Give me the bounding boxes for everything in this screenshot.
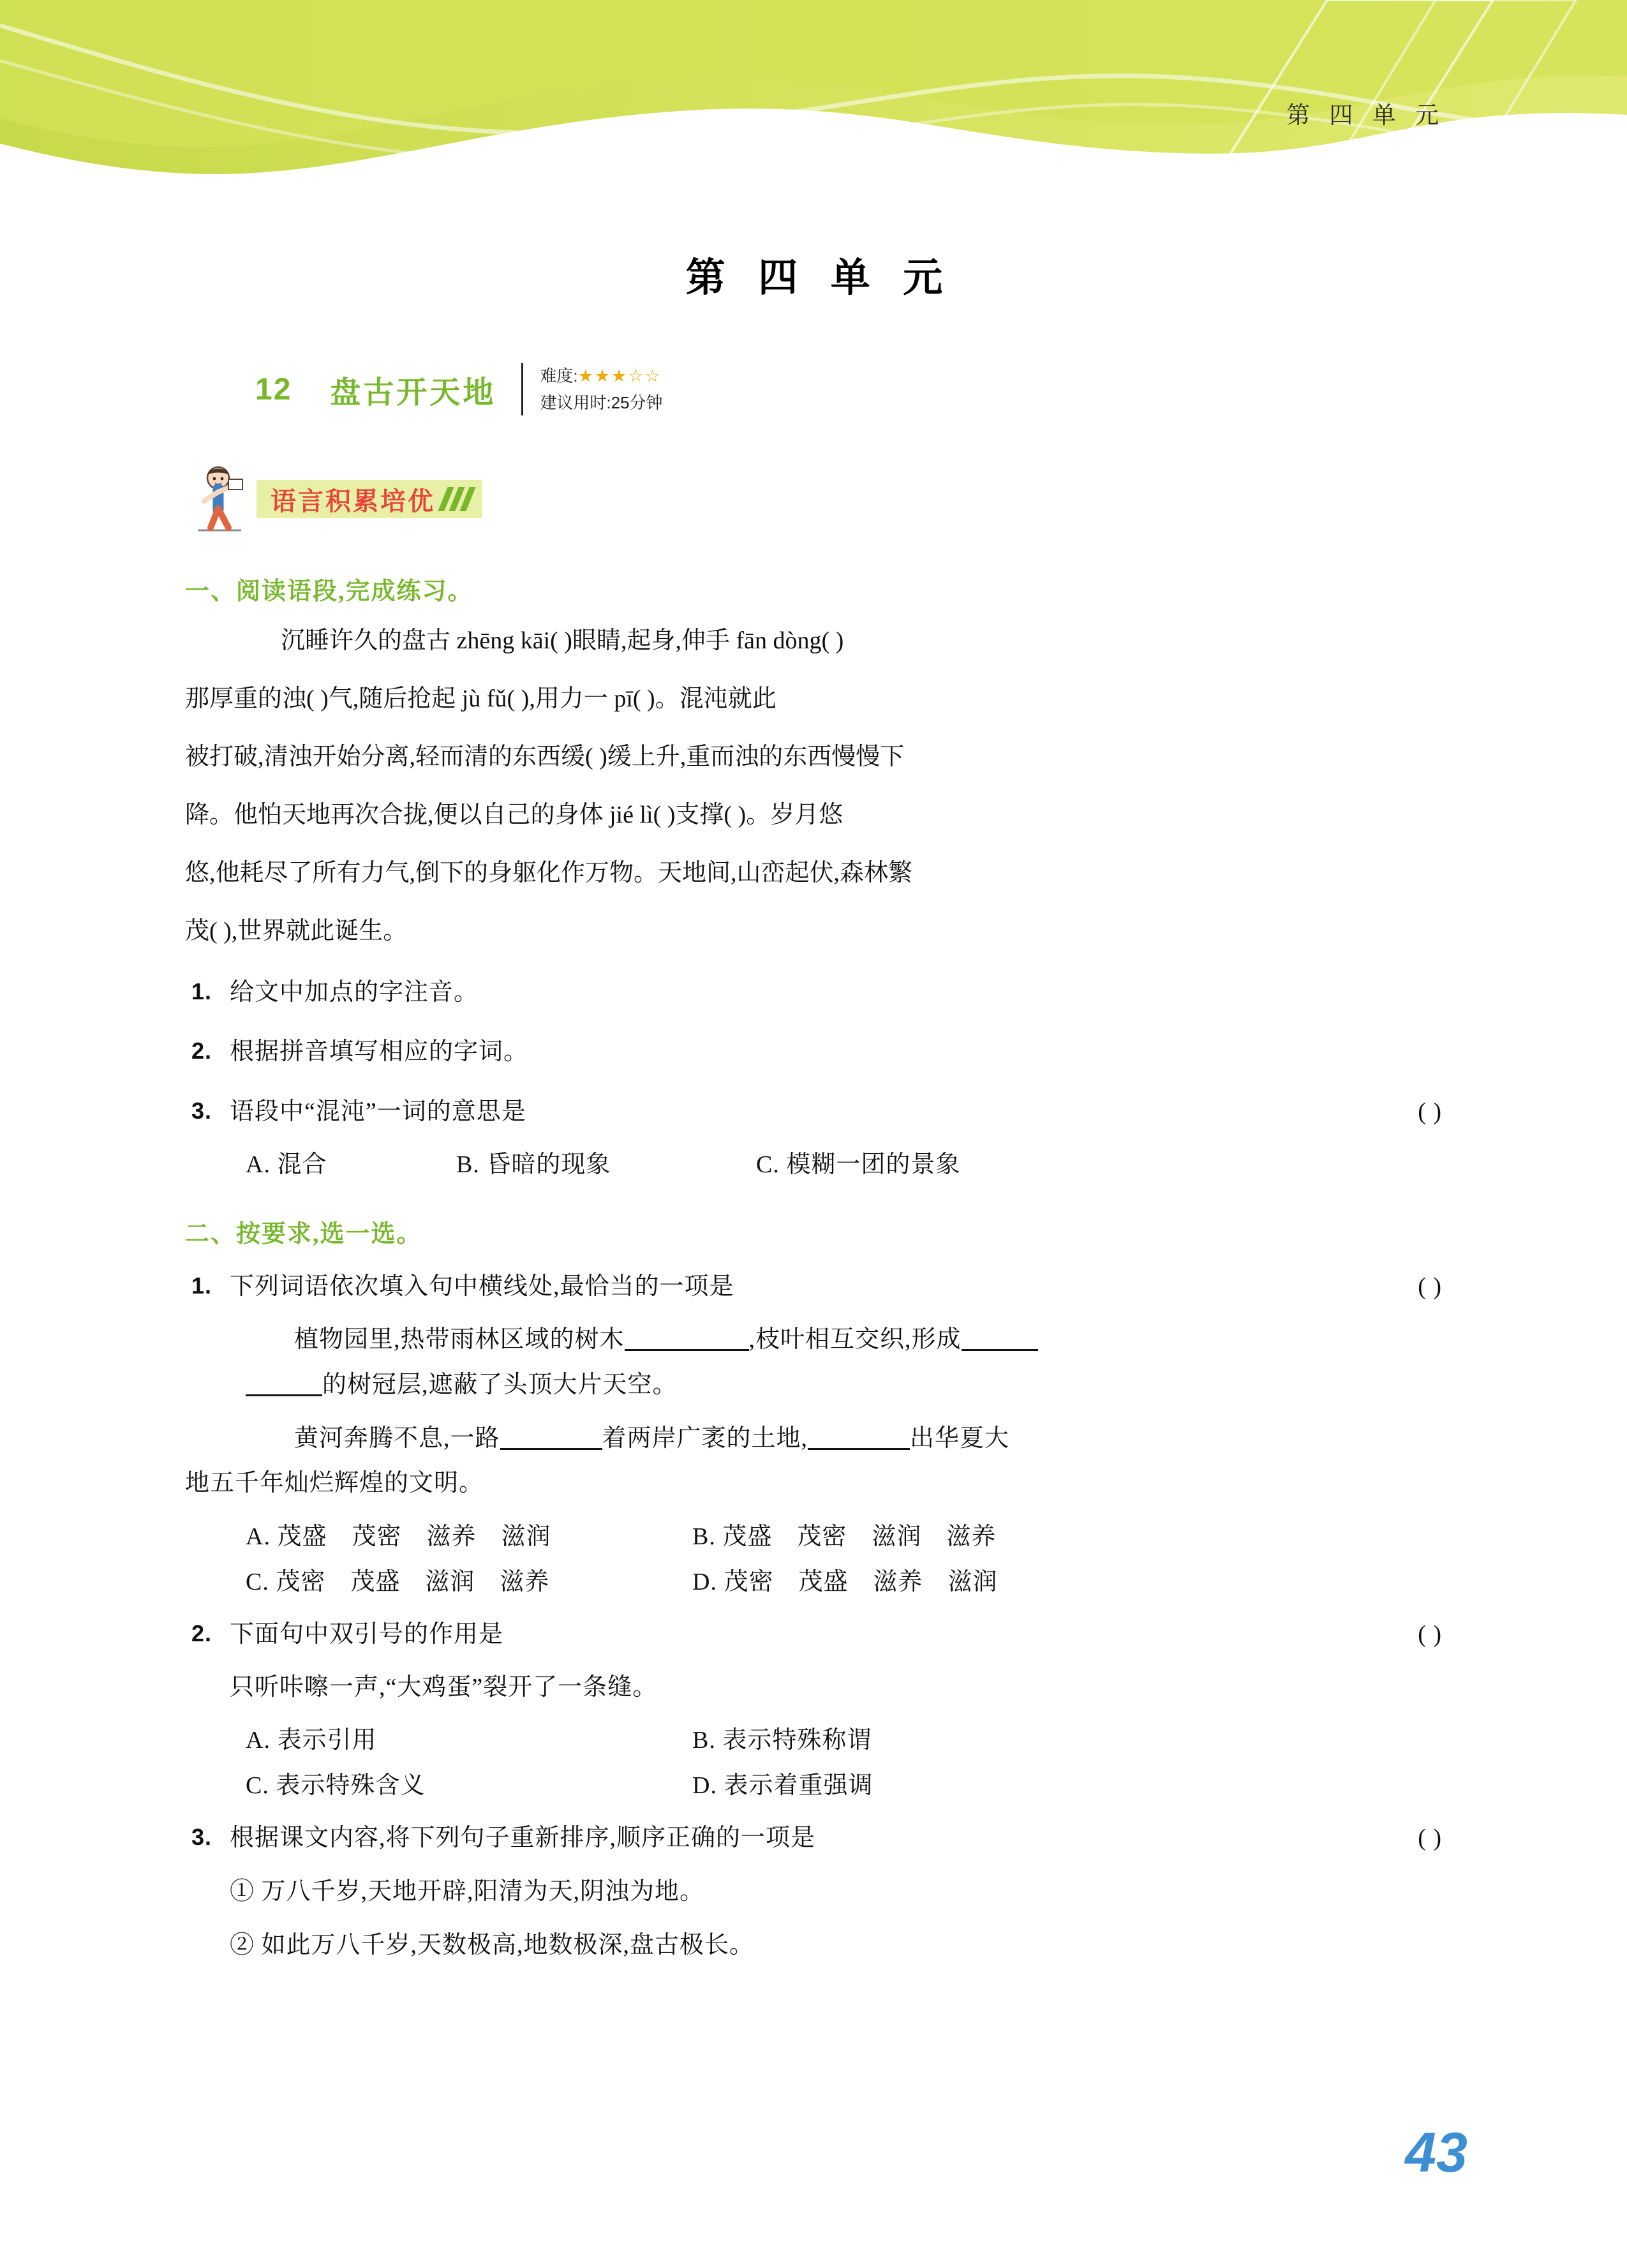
section-banner-box bbox=[256, 480, 482, 518]
choice-b[interactable]: B. 昏暗的现象 bbox=[456, 1151, 611, 1178]
question-2-3-line-2: ② 如此万八千岁,天数极高,地数极深,盘古极长。 bbox=[230, 1932, 755, 1959]
passage-line-4: 降。他怕天地再次合拢,便以自己的身体 jié lì( )支撑( )。岁月悠 bbox=[185, 802, 843, 828]
question-2-2-choices-row1 bbox=[185, 1720, 1455, 1755]
question-2-3-line-1: ① 万八千岁,天地开辟,阳清为天,阴浊为地。 bbox=[230, 1878, 705, 1906]
fill-blank[interactable] bbox=[962, 1324, 1038, 1351]
passage-line-5: 悠,他耗尽了所有力气,倒下的身躯化作万物。天地间,山峦起伏,森林繁 bbox=[185, 859, 913, 886]
section-banner bbox=[185, 461, 1455, 537]
passage-line-1: 沉睡许久的盘古 zhēng kāi( )眼睛,起身,伸手 fān dòng( ) bbox=[281, 627, 844, 655]
choice-d[interactable]: D. 表示着重强调 bbox=[692, 1772, 873, 1800]
question-text: 给文中加点的字注音。 bbox=[230, 978, 479, 1006]
choice-b[interactable]: B. 茂盛 茂密 滋润 滋养 bbox=[692, 1523, 997, 1550]
question-2-1-stem-b: 黄河奔腾不息,一路 着两岸广袤的土地, 出华夏大 bbox=[185, 1416, 1455, 1461]
question-text: 下列词语依次填入句中横线处,最恰当的一项是 bbox=[230, 1272, 734, 1300]
question-2-1-stem-a2: 的树冠层,遮蔽了头顶大片天空。 bbox=[185, 1362, 1455, 1407]
section-banner-label: 语言积累培优 bbox=[271, 486, 435, 516]
choice-a[interactable]: A. 混合 bbox=[246, 1151, 327, 1178]
difficulty-stars: ★★★☆☆ bbox=[577, 366, 662, 385]
question-1-2 bbox=[185, 1031, 1455, 1074]
page-content bbox=[185, 211, 1455, 1968]
passage-line-6: 茂( ),世界就此诞生。 bbox=[185, 917, 408, 944]
lesson-title: 盘古开天地 bbox=[330, 375, 496, 410]
question-text: 下面句中双引号的作用是 bbox=[230, 1620, 504, 1648]
question-text: 语段中“混沌”一词的意思是 bbox=[230, 1098, 526, 1126]
page-number: 43 bbox=[1405, 2121, 1467, 2184]
passage-line-3: 被打破,清浊开始分离,轻而清的东西缓( )缓上升,重而浊的东西慢慢下 bbox=[185, 743, 905, 771]
lesson-header bbox=[255, 363, 1455, 415]
question-number: 2. bbox=[191, 1038, 212, 1064]
choice-c[interactable]: C. 表示特殊含义 bbox=[246, 1772, 426, 1800]
question-number: 3. bbox=[191, 1824, 212, 1851]
question-1-3-choices bbox=[185, 1144, 1455, 1179]
mascot-icon bbox=[185, 461, 254, 537]
question-2-2 bbox=[185, 1613, 1455, 1657]
choice-c[interactable]: C. 茂密 茂盛 滋润 滋养 bbox=[246, 1568, 550, 1595]
question-2-1-stem-a: 植物园里,热带雨林区域的树木 ,枝叶相互交织,形成 bbox=[185, 1317, 1455, 1362]
question-1-3 bbox=[185, 1091, 1455, 1134]
banner-slashes-icon bbox=[443, 487, 471, 511]
choice-a[interactable]: A. 表示引用 bbox=[246, 1727, 377, 1754]
question-2-1 bbox=[185, 1265, 1455, 1309]
answer-blank[interactable]: ( ) bbox=[1418, 1824, 1442, 1852]
question-2-1-choices-row1 bbox=[185, 1516, 1455, 1551]
answer-blank[interactable]: ( ) bbox=[1418, 1098, 1442, 1126]
question-number: 1. bbox=[191, 978, 212, 1004]
fill-blank[interactable] bbox=[500, 1422, 602, 1450]
question-1-1 bbox=[185, 971, 1455, 1015]
fill-blank[interactable] bbox=[246, 1369, 322, 1396]
question-2-2-stem: 只听咔嚓一声,“大鸡蛋”裂开了一条缝。 bbox=[230, 1674, 658, 1701]
difficulty-line bbox=[540, 366, 661, 385]
question-2-1-stem-b2: 地五千年灿烂辉煌的文明。 bbox=[185, 1470, 484, 1497]
header-unit-label: 第 四 单 元 bbox=[1286, 102, 1445, 128]
answer-blank[interactable]: ( ) bbox=[1418, 1620, 1442, 1648]
choice-b[interactable]: B. 表示特殊称谓 bbox=[692, 1727, 872, 1754]
fill-blank[interactable] bbox=[808, 1422, 910, 1450]
choice-c[interactable]: C. 模糊一团的景象 bbox=[756, 1151, 961, 1178]
page-title: 第 四 单 元 bbox=[685, 257, 955, 300]
question-2-2-choices-row2 bbox=[185, 1765, 1455, 1800]
lesson-number: 12 bbox=[255, 372, 292, 407]
suggested-time: 建议用时:25分钟 bbox=[540, 392, 663, 412]
choice-d[interactable]: D. 茂密 茂盛 滋养 滋润 bbox=[692, 1568, 998, 1595]
question-number: 2. bbox=[191, 1620, 212, 1646]
question-number: 3. bbox=[191, 1098, 212, 1124]
question-2-1-choices-row2 bbox=[185, 1562, 1455, 1597]
lesson-meta bbox=[521, 363, 662, 415]
difficulty-label: 难度: bbox=[540, 366, 578, 385]
section-heading-1: 一、阅读语段,完成练习。 bbox=[185, 578, 473, 606]
fill-blank[interactable] bbox=[625, 1324, 749, 1351]
choice-a[interactable]: A. 茂盛 茂密 滋养 滋润 bbox=[246, 1523, 551, 1550]
question-text: 根据课文内容,将下列句子重新排序,顺序正确的一项是 bbox=[230, 1824, 816, 1852]
question-number: 1. bbox=[191, 1272, 212, 1299]
question-2-3 bbox=[185, 1817, 1455, 1860]
section-heading-2: 二、按要求,选一选。 bbox=[185, 1220, 422, 1248]
passage-line-2: 那厚重的浊( )气,随后抢起 jù fǔ( ),用力一 pī( )。混沌就此 bbox=[185, 685, 776, 713]
question-text: 根据拼音填写相应的字词。 bbox=[230, 1038, 529, 1066]
answer-blank[interactable]: ( ) bbox=[1418, 1272, 1442, 1300]
